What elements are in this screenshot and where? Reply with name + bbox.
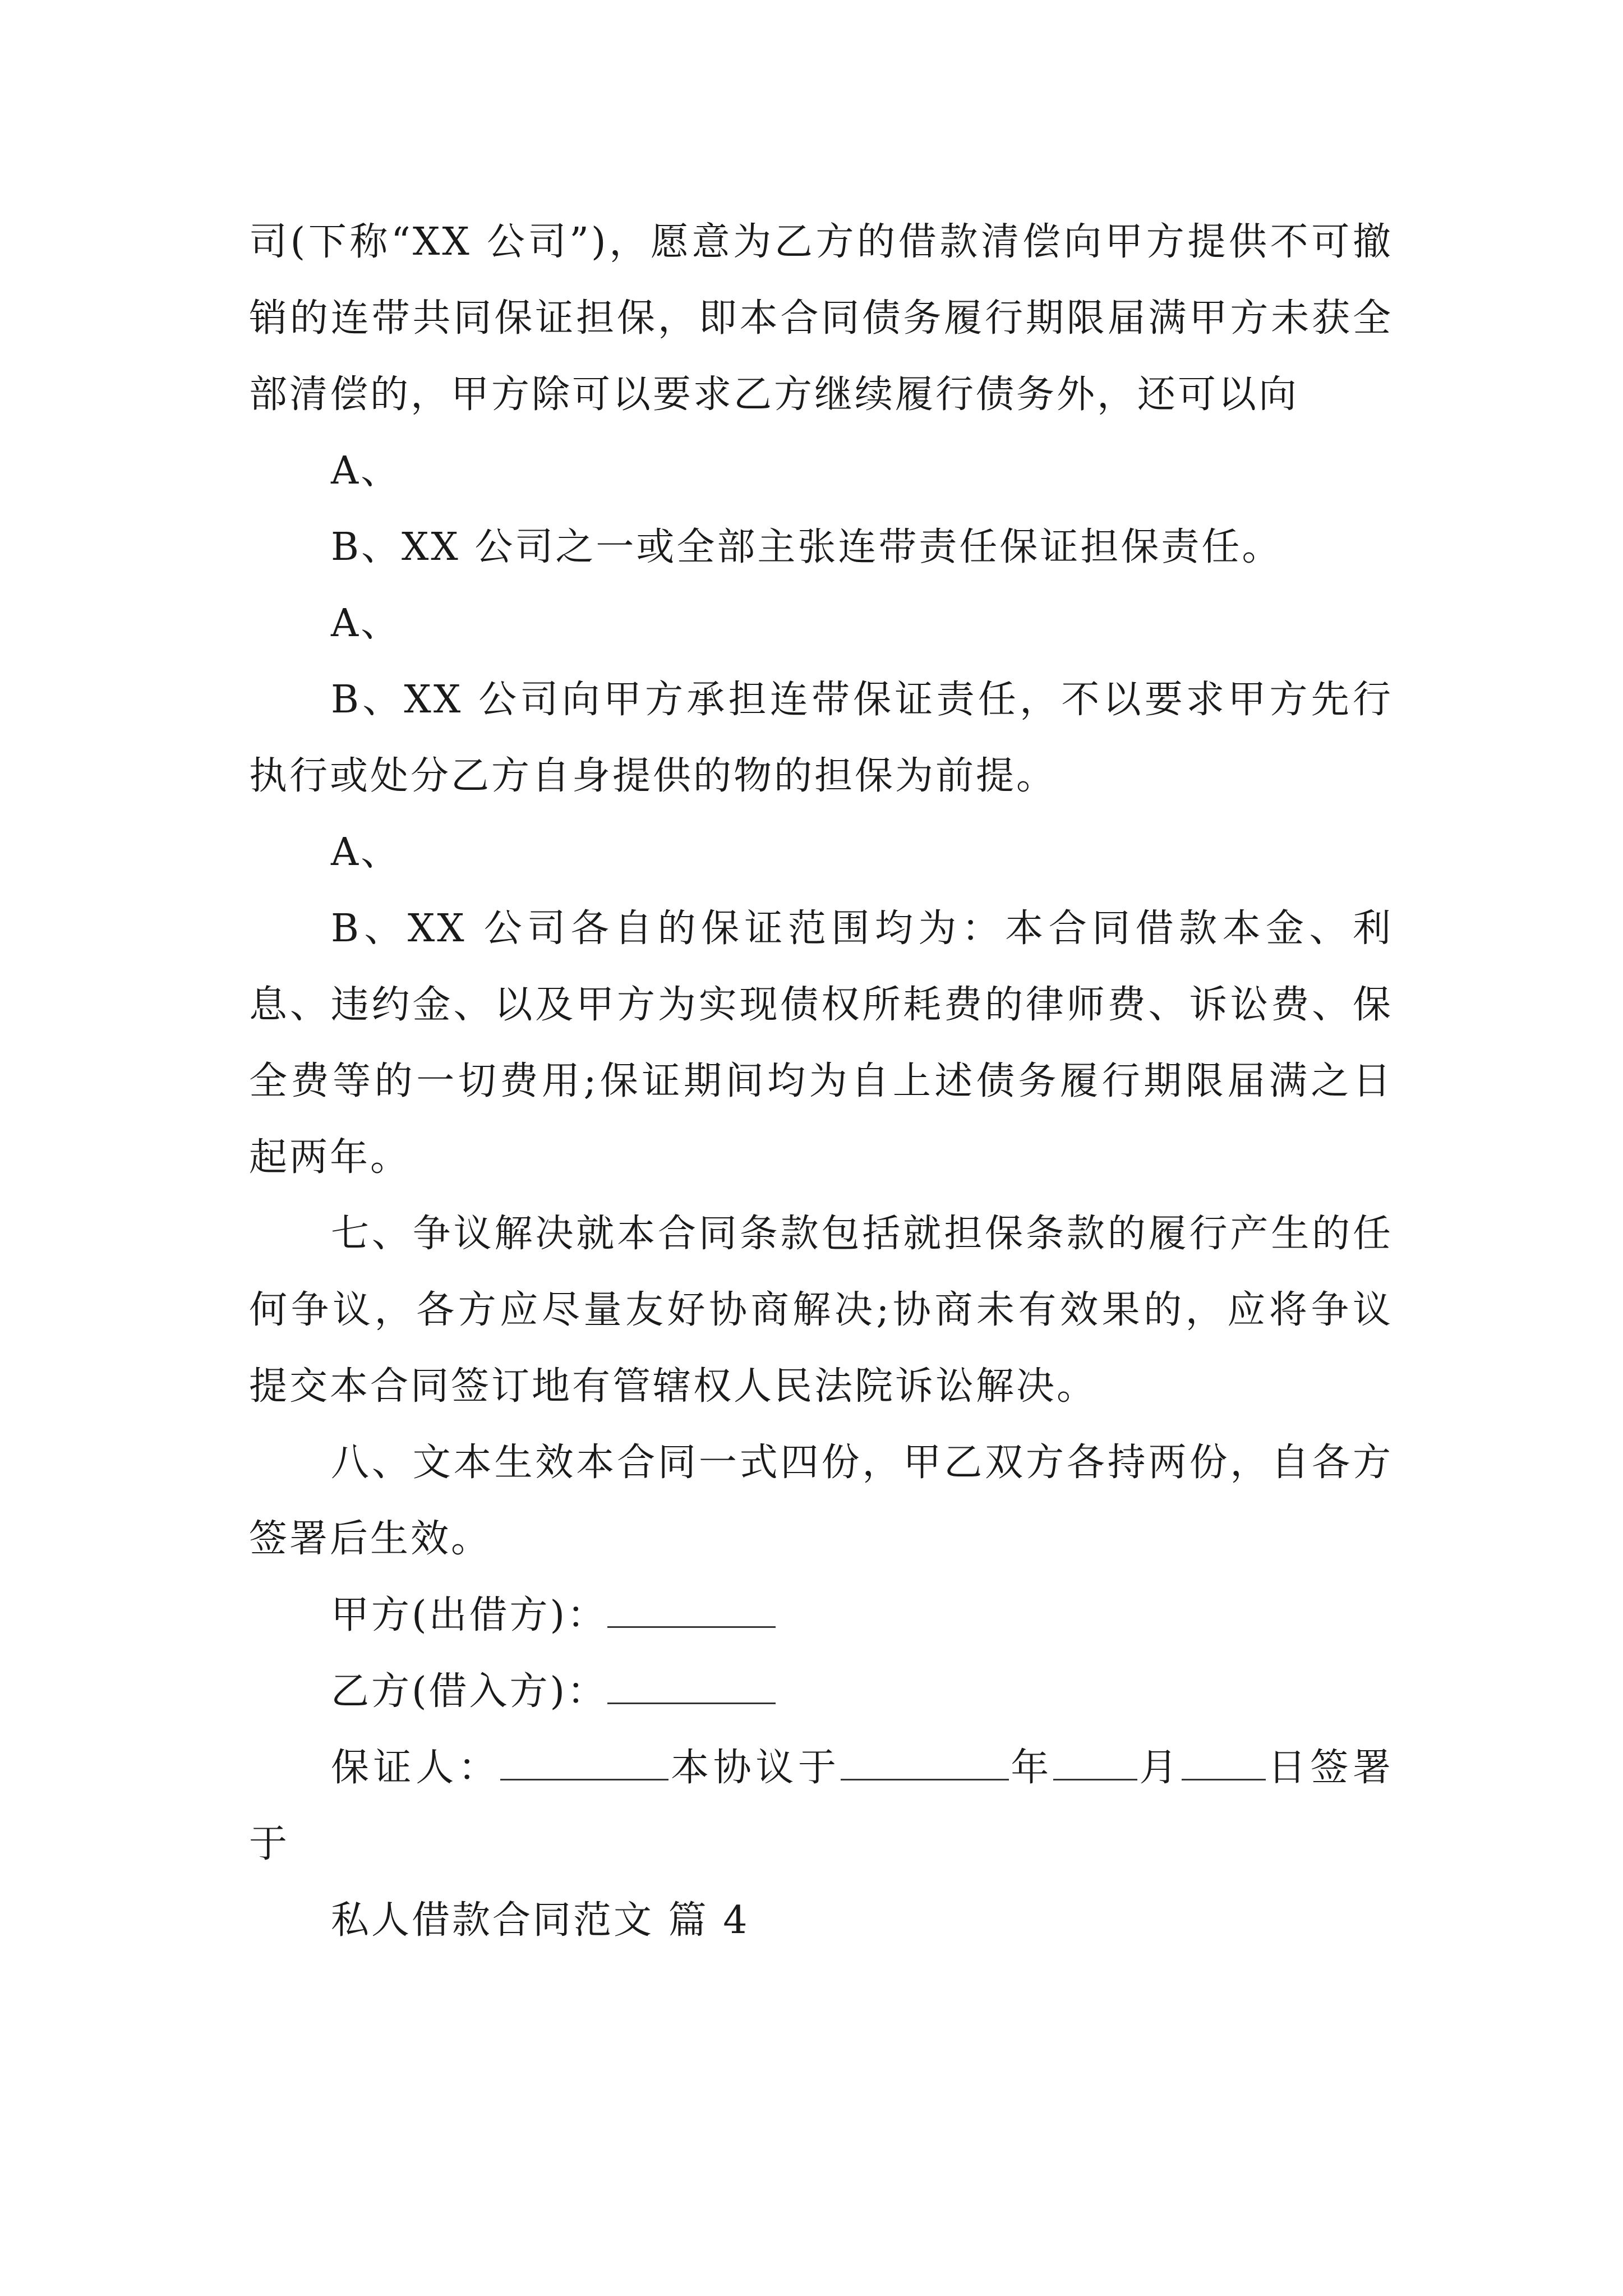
day-signed-label: 日签署于 xyxy=(249,1746,1393,1866)
day-blank xyxy=(1182,1743,1266,1780)
paragraph-item-b-1: B、XX 公司之一或全部主张连带责任保证担保责任。 xyxy=(331,525,1283,569)
agreement-on-label: 本协议于 xyxy=(668,1746,841,1790)
party-a-label: 甲方(出借方)： xyxy=(331,1593,608,1637)
paragraph-effectiveness: 八、文本生效本合同一式四份，甲乙双方各持两份，自各方签署后生效。 xyxy=(249,1441,1393,1561)
party-b-label: 乙方(借入方)： xyxy=(331,1669,608,1714)
paragraph-item-b-3: B、XX 公司各自的保证范围均为：本合同借款本金、利息、违约金、以及甲方为实现债权所耗费的律师费、诉讼费、保全费等的一切费用;保证期间均为自上述债务履行期限届满之日起两年。 xyxy=(249,907,1393,1180)
guarantor-label: 保证人： xyxy=(331,1746,501,1790)
section-heading: 私人借款合同范文 篇 4 xyxy=(331,1898,750,1943)
contract-text xyxy=(249,204,1393,1959)
paragraph-item-a-2: A、 xyxy=(331,601,402,646)
paragraph-item-a-1: A、 xyxy=(331,449,402,493)
signature-guarantor-date xyxy=(249,1730,1393,1883)
signature-party-b xyxy=(249,1654,1393,1730)
signature-party-a xyxy=(249,1577,1393,1654)
paragraph-item-a-3: A、 xyxy=(331,830,402,875)
paragraph-guarantee-intro: 司(下称“XX 公司”)，愿意为乙方的借款清偿向甲方提供不可撤销的连带共同保证担保，即本合同债务履行期限届满甲方未获全部清偿的，甲方除可以要求乙方继续履行债务外，还可以向 xyxy=(249,220,1393,417)
paragraph-item-b-2: B、XX 公司向甲方承担连带保证责任，不以要求甲方先行执行或处分乙方自身提供的物的担保为前提。 xyxy=(249,678,1393,798)
month-label: 月 xyxy=(1137,1746,1182,1790)
guarantor-blank xyxy=(500,1743,668,1780)
paragraph-dispute-resolution: 七、争议解决就本合同条款包括就担保条款的履行产生的任何争议，各方应尽量友好协商解决;协商未有效果的，应将争议提交本合同签订地有管辖权人民法院诉讼解决。 xyxy=(249,1212,1393,1409)
party-a-blank xyxy=(607,1590,776,1628)
year-label: 年 xyxy=(1008,1746,1053,1790)
party-b-blank xyxy=(607,1667,776,1704)
month-blank xyxy=(1053,1743,1137,1780)
year-blank xyxy=(841,1743,1009,1780)
